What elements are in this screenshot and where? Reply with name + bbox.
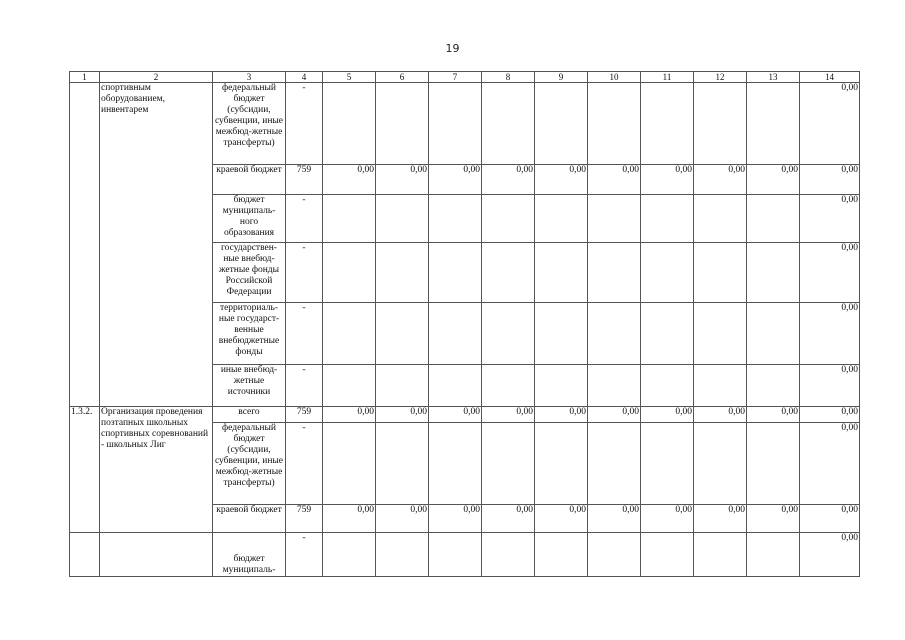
value-cell: 0,00 [535, 165, 588, 195]
code-cell: - [286, 365, 323, 407]
value-cell: 0,00 [747, 407, 800, 423]
value-cell: 0,00 [694, 165, 747, 195]
code-cell: - [286, 243, 323, 303]
total-cell: 0,00 [800, 195, 860, 243]
budget-table [69, 71, 860, 577]
total-cell: 0,00 [800, 365, 860, 407]
source-cell: иные внебюд-жетные источники [213, 365, 286, 407]
code-cell: 759 [286, 407, 323, 423]
col-header: 11 [641, 72, 694, 83]
value-cell: 0,00 [641, 407, 694, 423]
value-cell: 0,00 [588, 505, 641, 533]
col-header: 3 [213, 72, 286, 83]
total-cell: 0,00 [800, 407, 860, 423]
source-cell: федеральный бюджет (субсидии, субвенции, иные межбюд-жетные трансферты) [213, 83, 286, 165]
value-cell: 0,00 [641, 165, 694, 195]
code-cell: 759 [286, 505, 323, 533]
col-header: 10 [588, 72, 641, 83]
value-cell: 0,00 [376, 505, 429, 533]
value-cell: 0,00 [747, 165, 800, 195]
col-header: 8 [482, 72, 535, 83]
value-cell: 0,00 [535, 407, 588, 423]
value-cell: 0,00 [694, 505, 747, 533]
col-header: 12 [694, 72, 747, 83]
total-cell: 0,00 [800, 303, 860, 365]
code-cell: - [286, 533, 323, 577]
value-cell: 0,00 [482, 505, 535, 533]
source-cell: территориаль-ные государст-венные внебюджетные фонды [213, 303, 286, 365]
value-cell: 0,00 [641, 505, 694, 533]
total-cell: 0,00 [800, 83, 860, 165]
col-header: 14 [800, 72, 860, 83]
page-number: 19 [445, 42, 460, 55]
row-number-cell [70, 533, 100, 577]
col-header: 2 [100, 72, 213, 83]
item-name-cell: спортивным оборудованием, инвентарем [100, 83, 213, 407]
code-cell: - [286, 83, 323, 165]
value-cell: 0,00 [323, 165, 376, 195]
value-cell: 0,00 [376, 165, 429, 195]
value-cell: 0,00 [535, 505, 588, 533]
header-row [70, 72, 860, 83]
table-row [70, 407, 860, 423]
source-cell: бюджет муниципаль-ного образования [213, 195, 286, 243]
value-cell: 0,00 [694, 407, 747, 423]
col-header: 4 [286, 72, 323, 83]
value-cell: 0,00 [429, 505, 482, 533]
item-name-cell [100, 533, 213, 577]
value-cell: 0,00 [747, 505, 800, 533]
value-cell: 0,00 [482, 165, 535, 195]
value-cell: 0,00 [323, 407, 376, 423]
value-cell: 0,00 [588, 165, 641, 195]
total-cell: 0,00 [800, 243, 860, 303]
total-cell: 0,00 [800, 505, 860, 533]
value-cell: 0,00 [429, 407, 482, 423]
value-cell: 0,00 [482, 407, 535, 423]
total-cell: 0,00 [800, 165, 860, 195]
row-number-cell [70, 83, 100, 407]
col-header: 5 [323, 72, 376, 83]
col-header: 1 [70, 72, 100, 83]
col-header: 6 [376, 72, 429, 83]
code-cell: - [286, 423, 323, 505]
value-cell: 0,00 [429, 165, 482, 195]
source-cell: бюджет муниципаль- [213, 533, 286, 577]
value-cell: 0,00 [323, 505, 376, 533]
value-cell: 0,00 [376, 407, 429, 423]
source-cell: краевой бюджет [213, 165, 286, 195]
col-header: 13 [747, 72, 800, 83]
source-cell: федеральный бюджет (субсидии, субвенции, иные межбюд-жетные трансферты) [213, 423, 286, 505]
value-cell: 0,00 [588, 407, 641, 423]
total-cell: 0,00 [800, 423, 860, 505]
table-row [70, 83, 860, 165]
total-cell: 0,00 [800, 533, 860, 577]
source-cell: государствен-ные внебюд-жетные фонды Российской Федерации [213, 243, 286, 303]
col-header: 7 [429, 72, 482, 83]
code-cell: - [286, 195, 323, 243]
source-cell: всего [213, 407, 286, 423]
item-name-cell: Организация проведения позтапных школьных спортивных соревнований - школьных Лиг [100, 407, 213, 533]
row-number-cell: 1.3.2. [70, 407, 100, 533]
source-cell: краевой бюджет [213, 505, 286, 533]
col-header: 9 [535, 72, 588, 83]
table-row [70, 533, 860, 577]
code-cell: 759 [286, 165, 323, 195]
code-cell: - [286, 303, 323, 365]
